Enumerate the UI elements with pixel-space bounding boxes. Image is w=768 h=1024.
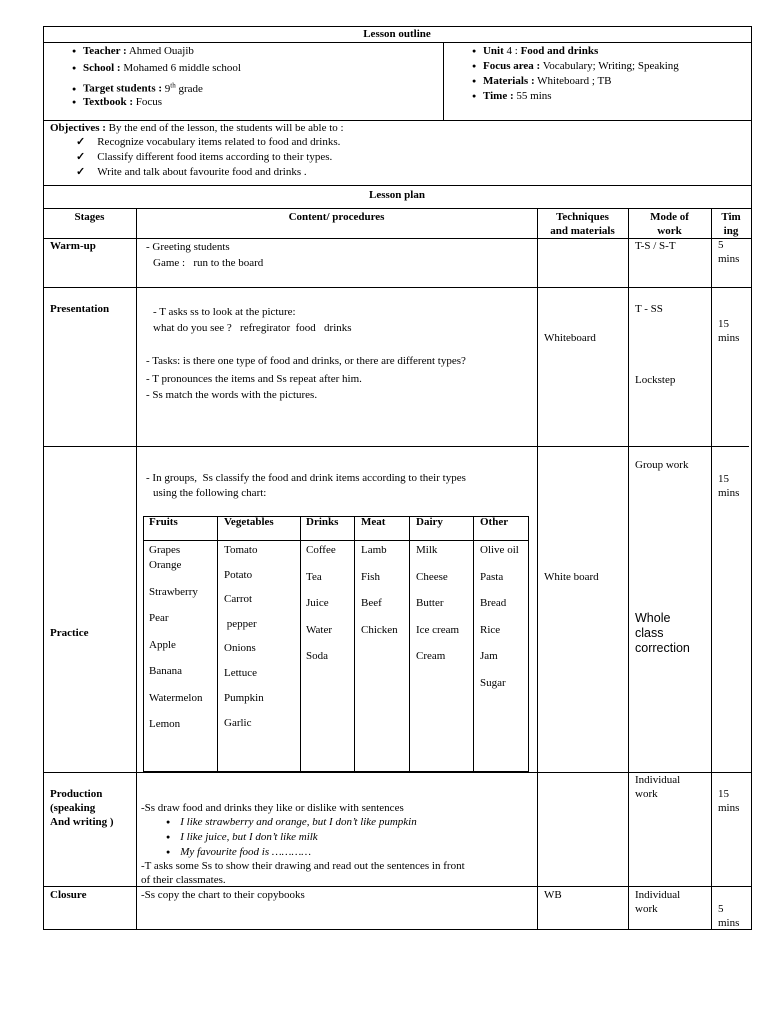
production-example: ● I like strawberry and orange, but I don’t like pumpkin [166,815,417,830]
chart-cell-drink: Water [306,624,332,636]
chart-cell-other: Rice [480,624,501,636]
objectives-label: Objectives : [50,122,106,134]
teacher-row [72,44,241,61]
school-row [72,61,241,78]
target-students-label: Target students : [82,82,163,95]
production-line: -T asks some Ss to show their drawing and read out the sentences in front [141,860,465,872]
warmup-line: - Greeting students [146,241,230,253]
chart-cell-vegetable: pepper [224,618,257,630]
presentation-line: - T asks ss to look at the picture: [153,306,296,318]
chart-cell-other: Sugar [480,677,506,689]
presentation-line: - Ss match the words with the pictures. [146,389,318,401]
chart-cell-vegetable: Garlic [224,717,252,729]
production-example: ● My favourite food is ………… [166,845,311,860]
chart-cell-drink: Soda [306,650,328,662]
chart-header-other: Other [480,516,509,528]
chart-cell-fruit: Banana [149,665,182,677]
chart-cell-vegetable: Lettuce [224,667,257,679]
header-timing: Tim ing [721,211,741,237]
chart-cell-other: Jam [480,650,498,662]
chart-header-dairy: Dairy [416,516,443,528]
chart-cell-fruit: Lemon [149,718,181,730]
chart-header-vegetables: Vegetables [224,516,274,528]
chart-cell-vegetable: Pumpkin [224,692,264,704]
practice-mode: Group work [635,459,689,471]
stage-presentation: Presentation [50,303,110,315]
time-value: 55 mins [516,90,552,102]
objectives-intro [50,121,344,135]
chart-cell-fruit: Orange [149,559,182,571]
production-line: -Ss draw food and drinks they like or dislike with sentences [141,802,404,814]
chart-cell-meat: Fish [361,571,380,583]
chart-header-meat: Meat [361,516,386,528]
presentation-mode: Lockstep [635,374,676,386]
warmup-mode: T-S / S-T [635,240,676,252]
time-label: Time : [482,90,514,102]
school-value: Mohamed 6 middle school [123,62,241,74]
presentation-line: what do you see ? refregirator food drinks [153,322,352,334]
header-stages: Stages [74,211,105,223]
presentation-line: - Tasks: is there one type of food and drinks, or there are different types? [146,355,466,367]
presentation-mode: T - SS [635,303,663,315]
objective-item: ✓ Classify different food items according to their types. [76,150,332,164]
chart-cell-dairy: Milk [416,544,438,556]
focus-area-label: Focus area : [482,60,541,72]
chart-cell-dairy: Cream [416,650,446,662]
materials-row [472,74,679,89]
closure-technique: WB [544,889,562,901]
chart-cell-fruit: Grapes [149,544,181,556]
warmup-line: Game : run to the board [153,257,264,269]
teacher-info-list [72,44,241,112]
chart-header-drinks: Drinks [306,516,339,528]
chart-cell-dairy: Ice cream [416,624,460,636]
presentation-technique: Whiteboard [544,332,596,344]
chart-cell-drink: Tea [306,571,322,583]
objective-item: ✓ Recognize vocabulary items related to food and drinks. [76,135,340,149]
stage-production: Production (speaking And writing ) [50,788,114,828]
chart-cell-vegetable: Onions [224,642,256,654]
chart-cell-vegetable: Potato [224,569,253,581]
chart-cell-vegetable: Tomato [224,544,258,556]
stage-closure: Closure [50,889,87,901]
teacher-value: Ahmed Ouajib [128,45,194,57]
chart-cell-fruit: Apple [149,639,176,651]
production-timing: 15 mins [718,788,740,814]
unit-info-list [472,44,679,104]
chart-cell-fruit: Strawberry [149,586,198,598]
practice-timing: 15 mins [718,473,740,499]
chart-cell-fruit: Pear [149,612,169,624]
objective-item: ✓ Write and talk about favourite food and drinks . [76,165,307,179]
practice-technique: White board [544,571,599,583]
chart-cell-meat: Beef [361,597,382,609]
chart-cell-other: Olive oil [480,544,519,556]
chart-header-fruits: Fruits [149,516,178,528]
focus-area-row [472,59,679,74]
chart-cell-meat: Chicken [361,624,398,636]
stage-warmup: Warm-up [50,240,96,252]
presentation-line: - T pronounces the items and Ss repeat after him. [146,373,362,385]
chart-cell-other: Bread [480,597,507,609]
presentation-timing: 15 mins [718,318,740,344]
teacher-label: Teacher : [82,45,127,57]
unit-value: Food and drinks [520,45,599,57]
chart-cell-drink: Coffee [306,544,336,556]
materials-value: Whiteboard ; TB [537,75,612,87]
unit-label: Unit [482,45,504,57]
focus-area-value: Vocabulary; Writing; Speaking [542,60,679,72]
header-techniques: Techniques and materials [550,211,615,237]
target-students-value: 9th grade [164,81,203,95]
materials-label: Materials : [482,75,535,87]
closure-mode: Individual work [635,889,681,915]
stage-practice: Practice [50,627,89,639]
chart-cell-vegetable: Carrot [224,593,253,605]
lesson-outline-title: Lesson outline [363,28,431,40]
chart-cell-fruit: Watermelon [149,692,203,704]
production-mode: Individual work [635,774,681,800]
practice-line: - In groups, Ss classify the food and drink items according to their types [146,472,466,484]
closure-timing: 5 mins [718,903,740,929]
objectives-intro-text: By the end of the lesson, the students will be able to : [108,122,344,134]
practice-mode-correction: Whole class correction [635,611,690,655]
textbook-row [72,95,241,112]
production-line: of their classmates. [141,874,226,886]
chart-cell-meat: Lamb [361,544,387,556]
production-example: ● I like juice, but I don’t like milk [166,830,318,845]
chart-cell-other: Pasta [480,571,504,583]
time-row [472,89,679,104]
textbook-value: Focus [135,96,163,108]
chart-cell-drink: Juice [306,597,329,609]
header-mode: Mode of work [650,211,689,237]
textbook-label: Textbook : [82,96,134,108]
unit-number: 4 : [506,45,518,57]
header-content: Content/ procedures [288,211,385,223]
chart-cell-dairy: Cheese [416,571,448,583]
lesson-plan-title: Lesson plan [369,189,425,201]
chart-cell-dairy: Butter [416,597,444,609]
warmup-timing: 5 mins [718,239,740,265]
school-label: School : [82,62,121,74]
target-students-row [72,78,241,95]
practice-line: using the following chart: [153,487,267,499]
unit-row [472,44,679,59]
closure-line: -Ss copy the chart to their copybooks [141,889,305,901]
